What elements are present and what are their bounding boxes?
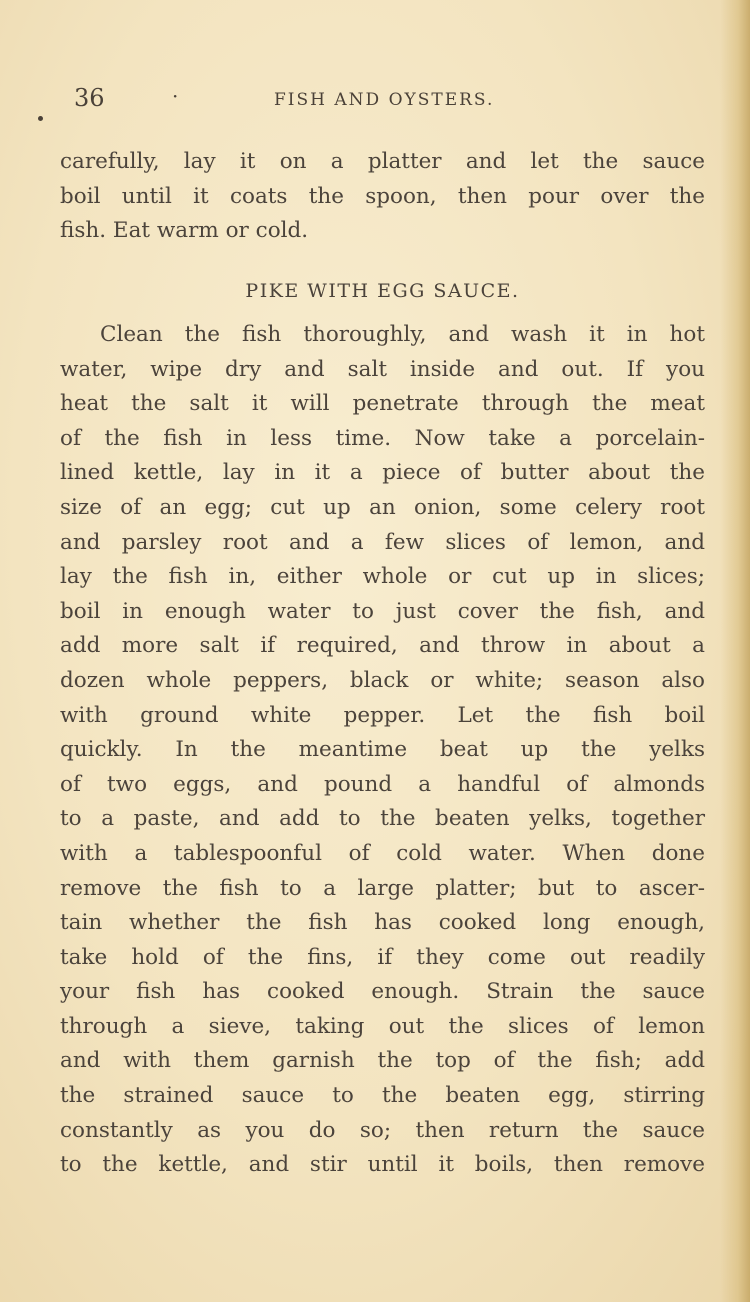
text-line: to a paste, and add to the beaten yelks, together xyxy=(60,806,705,832)
text-line: fish. Eat warm or cold. xyxy=(60,218,309,244)
carryover-paragraph xyxy=(60,145,705,249)
text-line: lined kettle, lay in it a piece of butter about the xyxy=(60,460,705,486)
text-line: the strained sauce to the beaten egg, stirring xyxy=(60,1083,705,1109)
text-line: quickly. In the meantime beat up the yelks xyxy=(60,737,705,763)
text-line: take hold of the fins, if they come out readily xyxy=(60,944,705,970)
running-head xyxy=(74,84,714,118)
text-line: and with them garnish the top of the fish; add xyxy=(60,1048,705,1074)
ink-speck xyxy=(38,116,43,121)
recipe-heading: PIKE WITH EGG SAUCE. xyxy=(245,280,520,302)
running-head-separator: · xyxy=(172,84,179,108)
text-line: of two eggs, and pound a handful of almonds xyxy=(60,771,705,797)
text-line: your fish has cooked enough. Strain the sauce xyxy=(60,979,705,1005)
page-edge-shadow xyxy=(720,0,750,1302)
text-line: carefully, lay it on a platter and let the sauce xyxy=(60,149,705,174)
text-line: size of an egg; cut up an onion, some celery root xyxy=(60,494,705,520)
text-line: boil in enough water to just cover the fish, and xyxy=(60,598,705,624)
text-line: water, wipe dry and salt inside and out. If you xyxy=(60,356,705,382)
text-line: constantly as you do so; then return the sauce xyxy=(60,1117,705,1143)
text-line: Clean the fish thoroughly, and wash it in hot xyxy=(100,322,705,347)
text-line: through a sieve, taking out the slices of lemon xyxy=(60,1013,705,1039)
text-line: and parsley root and a few slices of lemon, and xyxy=(60,529,705,555)
text-line: heat the salt it will penetrate through the meat xyxy=(60,391,705,417)
recipe-paragraph xyxy=(60,318,705,1183)
text-line: remove the fish to a large platter; but to ascer- xyxy=(60,875,705,901)
page-number: 36 xyxy=(74,84,105,112)
text-line: tain whether the fish has cooked long enough, xyxy=(60,910,705,936)
text-line: boil until it coats the spoon, then pour over the xyxy=(60,183,705,209)
text-line: of the fish in less time. Now take a porcelain- xyxy=(60,425,705,451)
text-line: with ground white pepper. Let the fish boil xyxy=(60,702,705,728)
text-line: add more salt if required, and throw in about a xyxy=(60,633,705,659)
running-head-title: FISH AND OYSTERS. xyxy=(274,90,495,110)
text-line: to the kettle, and stir until it boils, then remove xyxy=(60,1152,705,1178)
text-line: with a tablespoonful of cold water. When done xyxy=(60,840,705,866)
text-line: lay the fish in, either whole or cut up in slices; xyxy=(60,564,705,590)
text-line: dozen whole peppers, black or white; season also xyxy=(60,667,705,693)
